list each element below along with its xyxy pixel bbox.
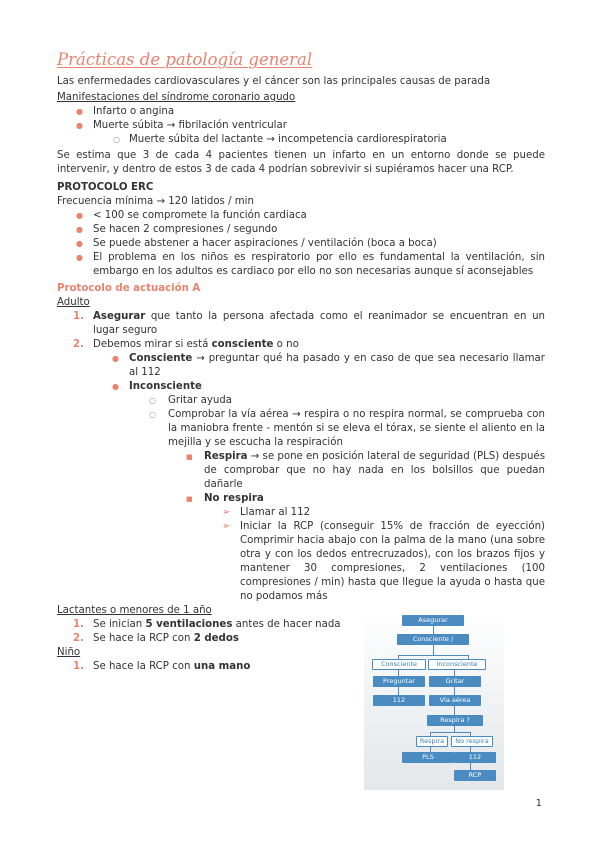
bullet-icon: ● (76, 107, 83, 116)
erc-heading: PROTOCOLO ERC (57, 182, 154, 193)
square-bullet-icon: ■ (186, 453, 193, 461)
protocol-a-heading: Protocolo de actuación A (57, 283, 201, 294)
connector-line (454, 706, 455, 715)
list-item: ● Inconsciente (112, 381, 202, 392)
page-title: Prácticas de patología general (57, 50, 313, 69)
step-item: 2. Se hace la RCP con 2 dedos (73, 633, 239, 644)
circle-bullet-icon: ○ (113, 135, 120, 144)
arrow-bullet-icon: ➢ (222, 507, 231, 518)
erc-frequency: Frecuencia mínima → 120 latidos / min (57, 196, 254, 207)
intro-text: Las enfermedades cardiovasculares y el cáncer son las principales causas de parada (57, 76, 491, 87)
step-number: 1. (73, 661, 84, 672)
step-item: 1. Se inician 5 ventilaciones antes de hacer nada (73, 619, 341, 630)
step-item: 1. Se hace la RCP con una mano (73, 661, 251, 672)
document-page (57, 50, 545, 674)
flow-box-pls: PLS (402, 752, 454, 763)
list-item: ● Muerte súbita → fibrilación ventricular (76, 120, 287, 131)
bullet-icon: ● (76, 239, 83, 248)
list-item: ● < 100 se compromete la función cardiaca (76, 210, 307, 221)
page-number: 1 (535, 798, 542, 809)
flow-box-consciente: Consciente (372, 659, 426, 670)
list-item: ➢ Llamar al 112 (222, 507, 311, 518)
connector-line (430, 732, 471, 733)
arrow-bullet-icon: ➢ (222, 521, 231, 532)
nino-heading: Niño (57, 647, 81, 658)
flow-box-asegurar: Asegurar (402, 615, 464, 626)
list-item: ● Consciente → preguntar qué ha pasado y en caso de que sea necesario llamar al 112 (112, 353, 545, 378)
bullet-icon: ● (76, 253, 83, 262)
bullet-icon: ● (76, 211, 83, 220)
connector-line (398, 687, 399, 695)
lactantes-heading: Lactantes o menores de 1 año (57, 605, 212, 616)
bullet-icon: ● (112, 354, 119, 363)
step-number: 2. (73, 339, 84, 350)
circle-bullet-icon: ○ (149, 410, 156, 419)
step-number: 1. (73, 311, 84, 322)
circle-bullet-icon: ○ (149, 396, 156, 405)
connector-line (433, 645, 434, 655)
flow-box-respira-q: Respira ? (427, 715, 483, 726)
flow-box-consciente-q: Consciente / (397, 634, 469, 645)
connector-line (398, 655, 469, 656)
estimate-text: Se estima que 3 de cada 4 pacientes tienen un infarto en un entorno donde se puede intervenir, y dentro de estos 3 de cada 4 podrían sobrevivir si supiéramos hacer una RCP. (57, 150, 545, 175)
adulto-heading: Adulto (57, 297, 90, 308)
manifestaciones-list (57, 105, 545, 147)
bullet-icon: ● (76, 225, 83, 234)
list-item: ○ Comprobar la vía aérea → respira o no respira normal, se comprueba con la maniobra frente - mentón si se eleva el tórax, se siente el aliento en la mejilla y se escucha la respiración (149, 409, 545, 448)
list-item: ○ Muerte súbita del lactante → incompetencia cardiorespiratoria (113, 134, 447, 145)
connector-line (454, 687, 455, 695)
erc-list (57, 209, 545, 279)
flow-box-112: 112 (373, 695, 425, 706)
connector-line (470, 763, 471, 770)
step-item: 2. Debemos mirar si está consciente o no (73, 339, 299, 350)
list-item: ■ No respira (186, 493, 264, 504)
list-item: ➢ Iniciar la RCP (conseguir 15% de fracción de eyección) Comprimir hacia abajo con la palma de la mano (una sobre otra y con los dedos entrecruzados), con los brazos fijos y mantener 30 compresiones, 2 ventilaciones (100 compresiones / min) hasta que llegue la ayuda o hasta que no podamos más (222, 521, 545, 602)
step-item: 1. Asegurar que tanto la persona afectada como el reanimador se encuentran en un lugar seguro (73, 311, 545, 336)
list-item: ○ Gritar ayuda (149, 395, 233, 406)
flow-box-respira: Respira (416, 736, 448, 747)
flow-box-112-2: 112 (454, 752, 496, 763)
flow-box-inconsciente: Inconsciente (428, 659, 486, 670)
step-number: 2. (73, 633, 84, 644)
step-number: 1. (73, 619, 84, 630)
flowchart (364, 612, 504, 790)
bullet-icon: ● (76, 121, 83, 130)
flow-box-preguntar: Preguntar (373, 676, 425, 687)
flow-box-rcp: RCP (454, 770, 496, 781)
list-item: ● Se puede abstener a hacer aspiraciones / ventilación (boca a boca) (76, 238, 437, 249)
list-item: ■ Respira → se pone en posición lateral de seguridad (PLS) después de comprobar que no hay nada en los bolsillos que puedan dañarle (186, 451, 545, 490)
connector-line (454, 669, 455, 676)
flow-box-via-aerea: Vía aérea (429, 695, 481, 706)
connector-line (433, 626, 434, 634)
connector-line (398, 669, 399, 676)
bullet-icon: ● (112, 382, 119, 391)
adulto-steps (57, 310, 545, 604)
list-item: ● Infarto o angina (76, 106, 175, 117)
list-item: ● El problema en los niños es respiratorio por ello es fundamental la ventilación, sin embargo en los adultos es cardiaco por ello no son necesarias aunque sí aconsejables (76, 252, 545, 277)
square-bullet-icon: ■ (186, 495, 193, 503)
list-item: ● Se hacen 2 compresiones / segundo (76, 224, 278, 235)
flow-box-no-respira: No respira (451, 736, 493, 747)
manifestaciones-heading: Manifestaciones del síndrome coronario agudo (57, 92, 296, 103)
flow-box-gritar: Gritar (429, 676, 481, 687)
